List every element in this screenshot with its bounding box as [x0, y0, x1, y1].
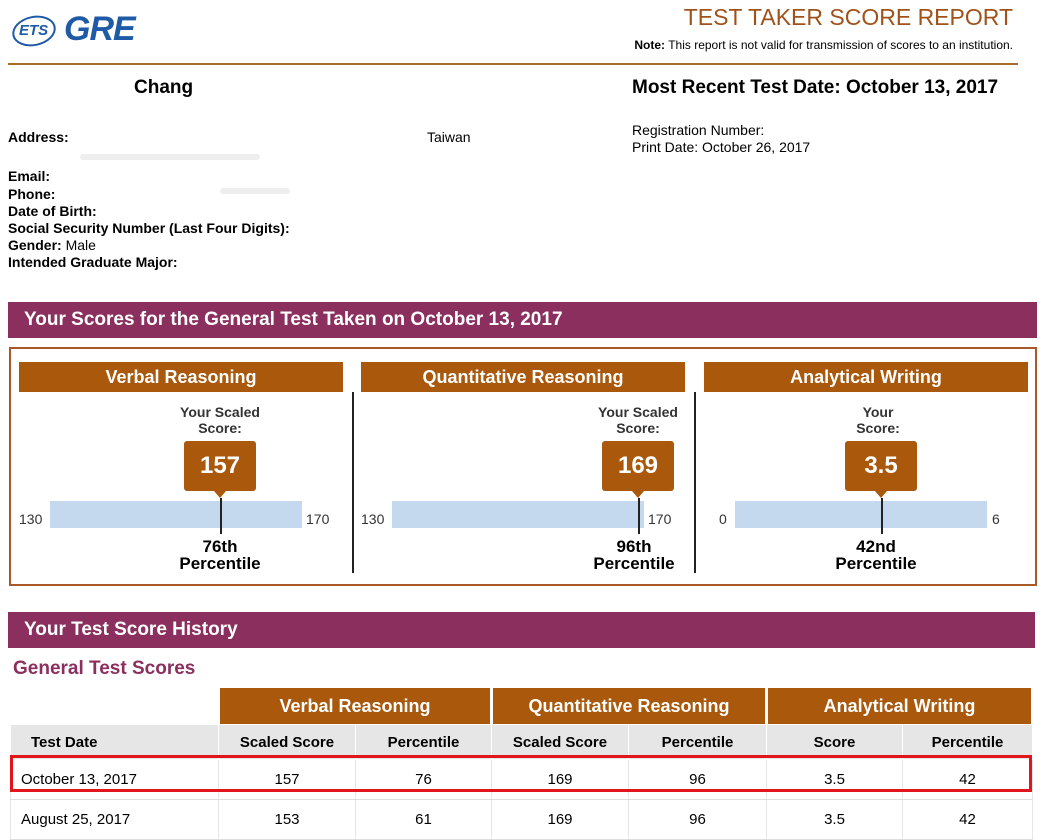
- candidate-name: Chang: [134, 77, 194, 98]
- quant-scale-min: 130: [361, 511, 385, 527]
- address-label: Address:: [8, 129, 69, 145]
- verbal-badge-tail: [214, 491, 226, 498]
- quant-score-marker: [638, 498, 640, 534]
- writing-scale-min: 0: [719, 511, 727, 527]
- writing-score-caption: Your Score:: [856, 404, 900, 436]
- table-cell: 3.5: [767, 800, 903, 840]
- verbal-score-panel: [19, 362, 343, 585]
- quant-panel-title: Quantitative Reasoning: [361, 362, 685, 392]
- address-country: Taiwan: [427, 129, 471, 145]
- blank-header: [11, 688, 219, 725]
- verbal-panel-title: Verbal Reasoning: [19, 362, 343, 392]
- writing-score-badge: 3.5: [845, 441, 917, 491]
- writing-score-panel: [704, 362, 1028, 585]
- table-cell: 96: [629, 760, 767, 800]
- writing-scale-max: 6: [992, 511, 1000, 527]
- gender: Gender: Male: [8, 237, 96, 253]
- email-label: Email:: [8, 168, 51, 184]
- ssn-label: Social Security Number (Last Four Digits):: [8, 220, 290, 236]
- table-cell: 153: [219, 800, 356, 840]
- table-cell: October 13, 2017: [11, 760, 219, 800]
- quant-score-badge: 169: [602, 441, 674, 491]
- table-cell: 76: [356, 760, 492, 800]
- dob-label: Date of Birth:: [8, 203, 97, 219]
- header-divider: [8, 63, 1018, 65]
- quant-percentile: 96th Percentile: [593, 537, 675, 573]
- most-recent-test-date: Most Recent Test Date: October 13, 2017: [632, 77, 999, 98]
- table-cell: 169: [492, 800, 629, 840]
- scores-banner: Your Scores for the General Test Taken on October 13, 2017: [8, 302, 1037, 338]
- table-cell: 42: [903, 800, 1033, 840]
- verbal-score-marker: [220, 498, 222, 534]
- table-cell: 96: [629, 800, 767, 840]
- column-header: Scaled Score: [219, 725, 356, 760]
- table-cell: 42: [903, 760, 1033, 800]
- panel-divider: [352, 392, 354, 573]
- quant-badge-tail: [632, 491, 644, 498]
- registration-number-label: Registration Number:: [632, 122, 765, 138]
- quant-score-caption: Your Scaled Score:: [598, 404, 678, 436]
- general-test-scores-title: General Test Scores: [13, 658, 196, 679]
- verbal-score-caption: Your Scaled Score:: [180, 404, 260, 436]
- quant-scale-max: 170: [648, 511, 672, 527]
- score-history-table: [10, 688, 1034, 840]
- report-note: Note: This report is not valid for transmission of scores to an institution.: [634, 38, 1013, 52]
- print-date: Print Date: October 26, 2017: [632, 139, 811, 155]
- verbal-scale-max: 170: [306, 511, 330, 527]
- report-title: TEST TAKER SCORE REPORT: [683, 4, 1013, 30]
- table-cell: August 25, 2017: [11, 800, 219, 840]
- phone-label: Phone:: [8, 186, 56, 202]
- quant-score-panel: [361, 362, 685, 585]
- verbal-scale-min: 130: [19, 511, 43, 527]
- table-row: [11, 800, 1033, 840]
- writing-badge-tail: [875, 491, 887, 498]
- column-header: Percentile: [356, 725, 492, 760]
- intended-major-label: Intended Graduate Major:: [8, 254, 178, 270]
- verbal-percentile: 76th Percentile: [179, 537, 261, 573]
- column-header: Percentile: [903, 725, 1033, 760]
- ets-logo: ETS: [12, 16, 56, 46]
- column-header: Test Date: [11, 725, 219, 760]
- table-cell: 169: [492, 760, 629, 800]
- table-cell: 61: [356, 800, 492, 840]
- column-header: Scaled Score: [492, 725, 629, 760]
- history-group-writing: Analytical Writing: [767, 688, 1033, 725]
- history-group-quant: Quantitative Reasoning: [492, 688, 767, 725]
- column-header: Percentile: [629, 725, 767, 760]
- table-row: [11, 760, 1033, 800]
- address-redacted: [80, 148, 260, 166]
- table-cell: 3.5: [767, 760, 903, 800]
- table-cell: 157: [219, 760, 356, 800]
- quant-scale-bar: [392, 501, 644, 528]
- writing-percentile: 42nd Percentile: [835, 537, 917, 573]
- verbal-score-badge: 157: [184, 441, 256, 491]
- column-header: Score: [767, 725, 903, 760]
- history-group-verbal: Verbal Reasoning: [219, 688, 492, 725]
- gre-logo: GRE: [64, 10, 135, 48]
- writing-scale-bar: [735, 501, 987, 528]
- history-banner: Your Test Score History: [8, 612, 1035, 648]
- writing-panel-title: Analytical Writing: [704, 362, 1028, 392]
- verbal-scale-bar: [50, 501, 302, 528]
- writing-score-marker: [881, 498, 883, 534]
- phone-redacted: [220, 182, 290, 200]
